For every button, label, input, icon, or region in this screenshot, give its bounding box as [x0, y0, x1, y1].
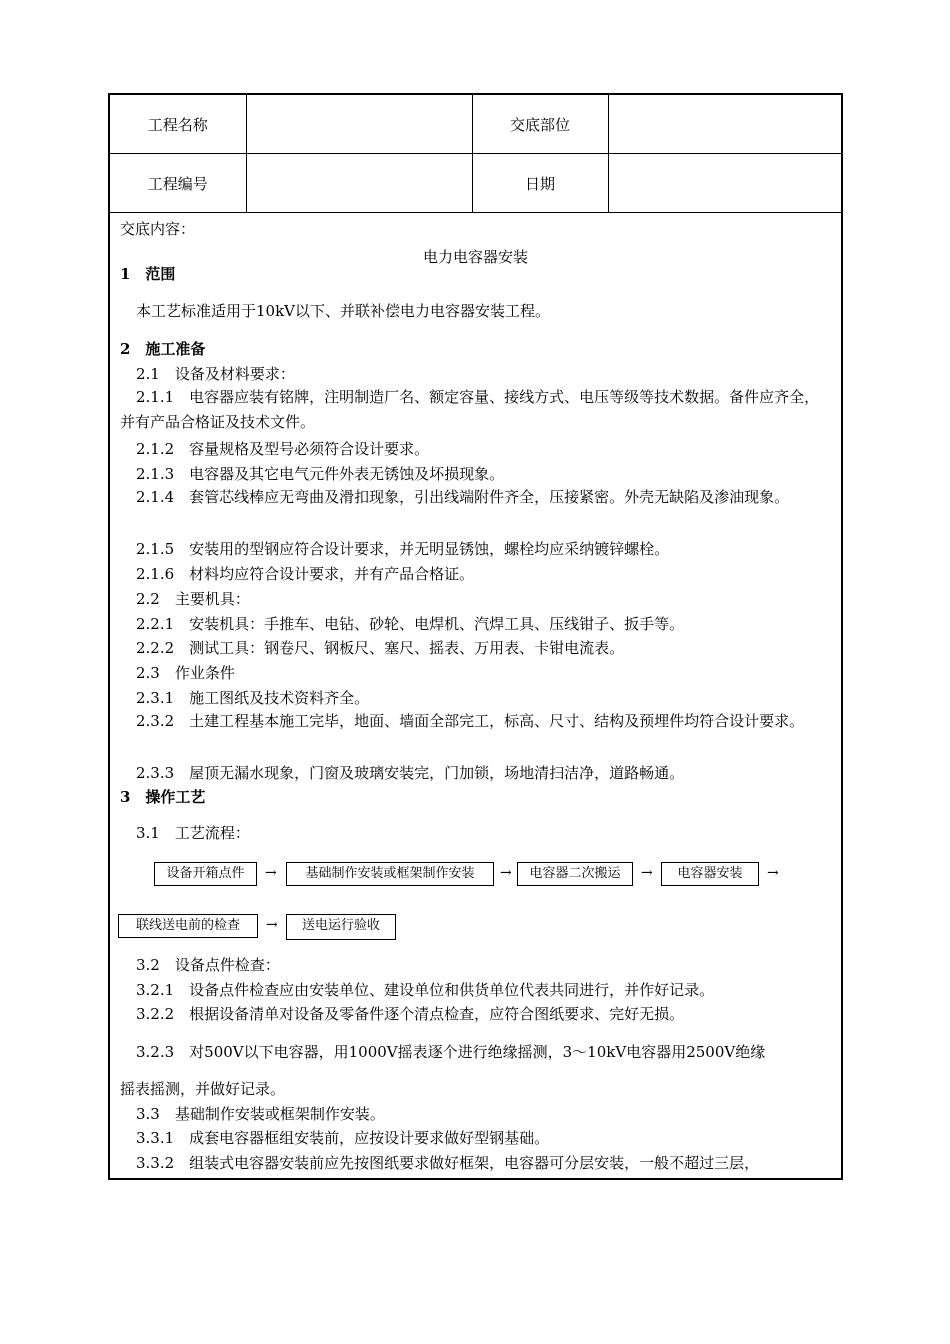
project-no-field[interactable] — [246, 154, 472, 213]
project-name-field[interactable] — [246, 95, 472, 154]
item-2-2-2: 2.2.2 测试工具：钢卷尺、钢板尺、塞尺、摇表、万用表、卡钳电流表。 — [136, 639, 625, 657]
item-2-1-2: 2.1.2 容量规格及型号必须符合设计要求。 — [136, 440, 430, 458]
flow-step-foundation-frame: 基础制作安装或框架制作安装 — [286, 862, 494, 886]
item-2-1-1: 2.1.1 电容器应装有铭牌，注明制造厂名、额定容量、接线方式、电压等级等技术数据。备件应齐全，并有产品合格证及技术文件。 — [120, 388, 820, 431]
project-no-label: 工程编号 — [110, 154, 246, 213]
flow-step-secondary-transport: 电容器二次搬运 — [517, 862, 633, 886]
flow-arrow-icon: → — [641, 865, 653, 881]
location-field[interactable] — [608, 95, 841, 154]
section-1-heading: 1 范围 — [120, 265, 176, 283]
item-2-3-1: 2.3.1 施工图纸及技术资料齐全。 — [136, 689, 370, 707]
item-2-3-3: 2.3.3 屋顶无漏水现象，门窗及玻璃安装完，门加锁，场地清扫洁净，道路畅通。 — [136, 764, 685, 782]
section-3-heading: 3 操作工艺 — [120, 788, 206, 806]
flow-arrow-icon: → — [265, 865, 277, 881]
flow-arrow-icon: → — [767, 865, 779, 881]
item-3-3: 3.3 基础制作安装或框架制作安装。 — [136, 1105, 385, 1123]
flow-step-pre-energize-check: 联线送电前的检查 — [118, 914, 258, 938]
item-2-1: 2.1 设备及材料要求： — [136, 365, 295, 383]
item-2-1-3: 2.1.3 电容器及其它电气元件外表无锈蚀及坏损现象。 — [136, 465, 505, 483]
item-3-2: 3.2 设备点件检查： — [136, 956, 280, 974]
item-3-3-1: 3.3.1 成套电容器框组安装前，应按设计要求做好型钢基础。 — [136, 1129, 550, 1147]
item-2-2-1: 2.2.1 安装机具：手推车、电钻、砂轮、电焊机、汽焊工具、压线钳子、扳手等。 — [136, 615, 685, 633]
item-2-1-6: 2.1.6 材料均应符合设计要求，并有产品合格证。 — [136, 565, 475, 583]
section-1-text: 本工艺标准适用于10kV以下、并联补偿电力电容器安装工程。 — [136, 302, 551, 320]
content-label: 交底内容： — [120, 220, 196, 238]
flow-step-capacitor-install: 电容器安装 — [661, 862, 759, 886]
header-row-2 — [110, 154, 841, 213]
item-2-1-4: 2.1.4 套管芯线棒应无弯曲及滑扣现象，引出线端附件齐全，压接紧密。外壳无缺陷及渗油现象。 — [136, 488, 790, 506]
item-3-3-2: 3.3.2 组装式电容器安装前应先按图纸要求做好框架，电容器可分层安装，一般不超过三层， — [136, 1154, 760, 1172]
header-row-1 — [110, 95, 841, 154]
document-frame — [108, 93, 843, 1180]
location-label: 交底部位 — [472, 95, 608, 154]
item-3-2-1: 3.2.1 设备点件检查应由安装单位、建设单位和供货单位代表共同进行，并作好记录。 — [136, 981, 715, 999]
item-3-1: 3.1 工艺流程： — [136, 824, 250, 842]
item-2-3: 2.3 作业条件 — [136, 664, 235, 682]
item-3-2-2: 3.2.2 根据设备清单对设备及零备件逐个清点检查，应符合图纸要求、完好无损。 — [136, 1005, 685, 1023]
item-2-1-5: 2.1.5 安装用的型钢应符合设计要求，并无明显锈蚀，螺栓均应采纳镀锌螺栓。 — [136, 540, 670, 558]
item-2-3-2: 2.3.2 土建工程基本施工完毕，地面、墙面全部完工，标高、尺寸、结构及预埋件均符合设计要求。 — [136, 712, 805, 730]
section-2-heading: 2 施工准备 — [120, 340, 206, 358]
item-2-2: 2.2 主要机具： — [136, 590, 250, 608]
date-label: 日期 — [472, 154, 608, 213]
header-table — [110, 95, 841, 213]
flow-step-energize-acceptance: 送电运行验收 — [286, 914, 396, 940]
item-3-2-3: 3.2.3 对500V以下电容器，用1000V摇表逐个进行绝缘摇测，3～10kV电容器用2500V绝缘 — [136, 1043, 766, 1061]
flow-arrow-icon: → — [266, 917, 278, 933]
flow-arrow-icon: → — [500, 865, 512, 881]
document-title: 电力电容器安装 — [422, 248, 528, 266]
item-3-2-3-cont: 摇表摇测，并做好记录。 — [120, 1080, 286, 1098]
date-field[interactable] — [608, 154, 841, 213]
project-name-label: 工程名称 — [110, 95, 246, 154]
flow-step-unpack-check: 设备开箱点件 — [154, 862, 257, 886]
